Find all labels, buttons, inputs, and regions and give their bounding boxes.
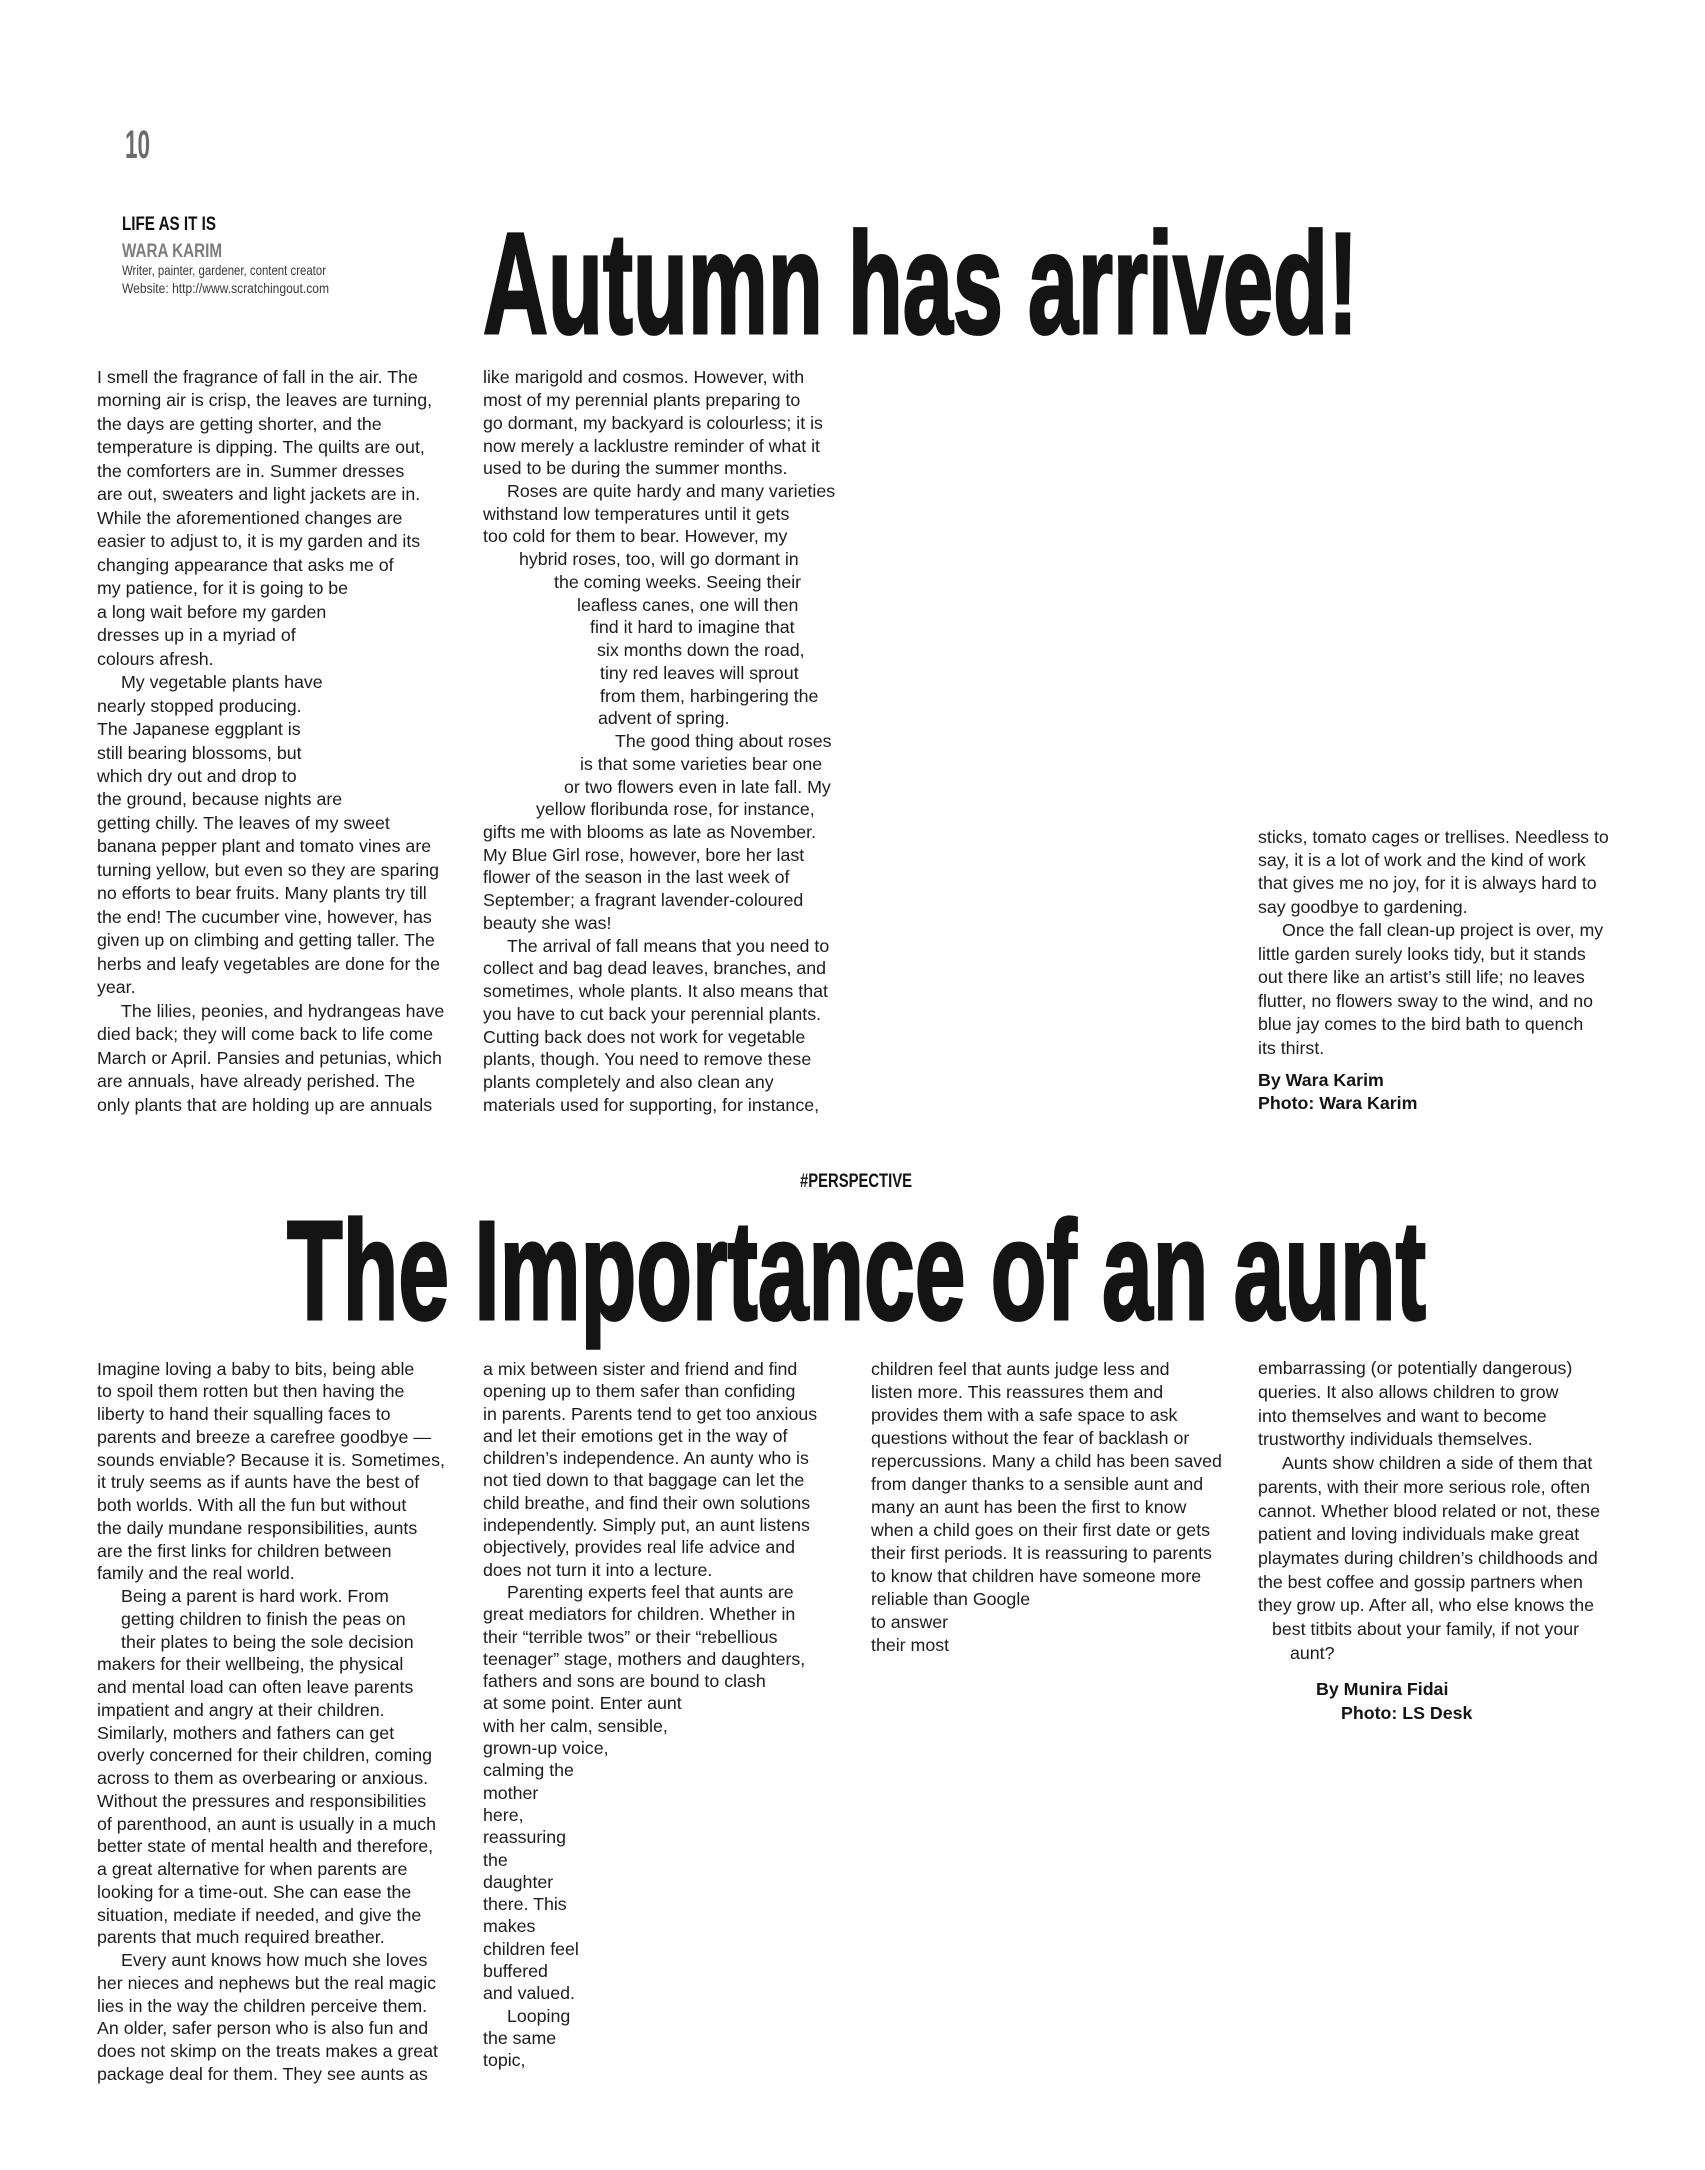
- text-line: impatient and angry at their children.: [97, 1699, 385, 1720]
- text-line: Every aunt knows how much she loves: [121, 1950, 428, 1971]
- headline-aunt: The Importance of an aunt: [287, 1191, 1426, 1349]
- text-line: turning yellow, but even so they are sparing: [97, 859, 440, 880]
- text-line: daughter: [483, 1871, 554, 1892]
- text-line: provides them with a safe space to ask: [871, 1404, 1178, 1425]
- text-line: colours afresh.: [97, 648, 214, 669]
- text-line: Aunts show children a side of them that: [1282, 1453, 1593, 1474]
- text-line: and let their emotions get in the way of: [483, 1425, 788, 1446]
- text-line: buffered: [483, 1961, 548, 1982]
- text-line: that gives me no joy, for it is always hard to: [1258, 873, 1597, 894]
- text-line: family and the real world.: [97, 1563, 295, 1584]
- text-line: An older, safer person who is also fun and: [97, 2018, 429, 2039]
- text-line: getting children to finish the peas on: [121, 1608, 406, 1629]
- text-line: flower of the season in the last week of: [483, 867, 790, 888]
- text-line: I smell the fragrance of fall in the air. The: [97, 367, 418, 387]
- text-line: dresses up in a myriad of: [97, 625, 296, 646]
- text-line: makes: [483, 1916, 536, 1937]
- column-author-website: Website: http://www.scratchingout.com: [122, 280, 329, 296]
- text-line: say goodbye to gardening.: [1258, 896, 1468, 917]
- text-line: little garden surely looks tidy, but it stands: [1258, 943, 1586, 964]
- text-line: patient and loving individuals make great: [1258, 1524, 1580, 1545]
- text-line: grown-up voice,: [483, 1738, 609, 1759]
- text-line: to answer: [871, 1611, 949, 1632]
- text-line: with her calm, sensible,: [483, 1715, 668, 1736]
- text-line: their “terrible twos” or their “rebellious: [483, 1626, 778, 1647]
- text-line: liberty to hand their squalling faces to: [97, 1404, 391, 1425]
- text-line: Similarly, mothers and fathers can get: [97, 1722, 395, 1743]
- text-line: looking for a time-out. She can ease the: [97, 1881, 412, 1902]
- text-line: parents and breeze a carefree goodbye —: [97, 1426, 432, 1447]
- text-line: both worlds. With all the fun but without: [97, 1495, 407, 1516]
- text-line: parents, with their more serious role, often: [1258, 1476, 1591, 1497]
- text-line: queries. It also allows children to grow: [1258, 1381, 1559, 1402]
- column-section-label: LIFE AS IT IS: [122, 214, 216, 235]
- text-line: are the first links for children between: [97, 1540, 392, 1561]
- text-line: My vegetable plants have: [121, 672, 323, 693]
- text-line: advent of spring.: [598, 708, 730, 729]
- section-kicker: #PERSPECTIVE: [800, 1171, 912, 1192]
- text-line: embarrassing (or potentially dangerous): [1258, 1358, 1573, 1379]
- text-line: the comforters are in. Summer dresses: [97, 460, 405, 481]
- text-line: questions without the fear of backlash or: [871, 1427, 1190, 1448]
- text-line: aunt?: [1290, 1642, 1335, 1663]
- text-line: beauty she was!: [483, 912, 612, 933]
- text-line: her nieces and nephews but the real magic: [97, 1972, 437, 1993]
- text-line: March or April. Pansies and petunias, which: [97, 1047, 442, 1068]
- column-author-name: WARA KARIM: [122, 241, 222, 262]
- text-line: to know that children have someone more: [871, 1565, 1202, 1586]
- text-line: cannot. Whether blood related or not, these: [1258, 1500, 1601, 1521]
- article2-column-1: [97, 1358, 445, 2086]
- text-line: their plates to being the sole decision: [121, 1631, 414, 1652]
- text-line: Imagine loving a baby to bits, being able: [97, 1358, 415, 1379]
- text-line: The Japanese eggplant is: [97, 719, 301, 740]
- text-line: temperature is dipping. The quilts are out,: [97, 437, 425, 458]
- article1-photo-credit: Photo: Wara Karim: [1258, 1093, 1418, 1114]
- text-line: the ground, because nights are: [97, 789, 343, 810]
- text-line: listen more. This reassures them and: [871, 1381, 1164, 1402]
- article1-column-3: [1258, 826, 1609, 1060]
- text-line: in parents. Parents tend to get too anxious: [483, 1403, 818, 1424]
- text-line: find it hard to imagine that: [590, 617, 795, 638]
- text-line: you have to cut back your perennial plants.: [483, 1003, 822, 1024]
- text-line: calming the: [483, 1760, 574, 1781]
- text-line: The lilies, peonies, and hydrangeas have: [121, 1000, 445, 1021]
- text-line: there. This: [483, 1894, 567, 1915]
- article2-byline: By Munira Fidai: [1316, 1679, 1449, 1699]
- text-line: package deal for them. They see aunts as: [97, 2063, 428, 2084]
- text-line: are out, sweaters and light jackets are in.: [97, 484, 421, 505]
- text-line: hybrid roses, too, will go dormant in: [519, 549, 799, 570]
- text-line: child breathe, and find their own solutions: [483, 1492, 811, 1513]
- text-line: September; a fragrant lavender-coloured: [483, 890, 804, 911]
- text-line: better state of mental health and therefore,: [97, 1836, 434, 1857]
- text-line: children feel: [483, 1938, 579, 1959]
- text-line: into themselves and want to become: [1258, 1405, 1547, 1426]
- text-line: a mix between sister and friend and find: [483, 1359, 798, 1379]
- text-line: Without the pressures and responsibilities: [97, 1790, 427, 1811]
- text-line: are annuals, have already perished. The: [97, 1071, 415, 1092]
- text-line: and valued.: [483, 1983, 575, 2004]
- text-line: when a child goes on their first date or gets: [871, 1519, 1211, 1540]
- text-line: best titbits about your family, if not your: [1272, 1619, 1580, 1640]
- text-line: easier to adjust to, it is my garden and its: [97, 531, 421, 552]
- text-line: Once the fall clean-up project is over, my: [1282, 920, 1604, 941]
- text-line: gifts me with blooms as late as November.: [483, 821, 817, 842]
- text-line: no efforts to bear fruits. Many plants try till: [97, 883, 427, 904]
- text-line: topic,: [483, 2050, 526, 2071]
- text-line: it truly seems as if aunts have the best of: [97, 1472, 420, 1493]
- text-line: at some point. Enter aunt: [483, 1693, 682, 1714]
- headline-autumn: Autumn has arrived!: [483, 203, 1358, 364]
- text-line: to spoil them rotten but then having the: [97, 1381, 405, 1402]
- text-line: from them, harbingering the: [600, 685, 819, 706]
- text-line: reassuring: [483, 1827, 567, 1848]
- text-line: go dormant, my backyard is colourless; it is: [483, 412, 823, 433]
- text-line: or two flowers even in late fall. My: [564, 776, 831, 797]
- text-line: most of my perennial plants preparing to: [483, 390, 801, 411]
- text-line: opening up to them safer than confiding: [483, 1381, 796, 1402]
- text-line: not tied down to that baggage can let the: [483, 1470, 805, 1491]
- text-line: the end! The cucumber vine, however, has: [97, 906, 432, 927]
- text-line: withstand low temperatures until it gets: [483, 503, 790, 524]
- text-line: overly concerned for their children, coming: [97, 1745, 433, 1766]
- text-line: Cutting back does not work for vegetable: [483, 1026, 806, 1047]
- text-line: does not turn it into a lecture.: [483, 1559, 713, 1580]
- text-line: repercussions. Many a child has been saved: [871, 1450, 1222, 1471]
- text-line: from danger thanks to a sensible aunt and: [871, 1473, 1204, 1494]
- text-line: which dry out and drop to: [97, 765, 297, 786]
- text-line: does not skimp on the treats makes a great: [97, 2041, 438, 2062]
- text-line: the same: [483, 2027, 557, 2048]
- text-line: changing appearance that asks me of: [97, 554, 394, 575]
- text-line: of parenthood, an aunt is usually in a much: [97, 1813, 437, 1834]
- text-line: their first periods. It is reassuring to parents: [871, 1542, 1212, 1563]
- text-line: and mental load can often leave parents: [97, 1677, 414, 1698]
- text-line: is that some varieties bear one: [580, 753, 823, 774]
- text-line: the best coffee and gossip partners when: [1258, 1571, 1583, 1592]
- page-number: 10: [125, 123, 150, 167]
- text-line: great mediators for children. Whether in: [483, 1604, 796, 1625]
- text-line: independently. Simply put, an aunt listens: [483, 1515, 810, 1536]
- text-line: too cold for them to bear. However, my: [483, 526, 788, 547]
- text-line: nearly stopped producing.: [97, 695, 302, 716]
- text-line: teenager” stage, mothers and daughters,: [483, 1648, 806, 1669]
- text-line: a long wait before my garden: [97, 601, 327, 622]
- text-line: only plants that are holding up are annuals: [97, 1094, 433, 1115]
- text-line: still bearing blossoms, but: [97, 742, 302, 763]
- text-line: yellow floribunda rose, for instance,: [536, 799, 815, 820]
- text-line: The good thing about roses: [615, 731, 832, 752]
- text-line: materials used for supporting, for instance,: [483, 1094, 820, 1115]
- text-line: mother: [483, 1782, 539, 1803]
- text-line: the days are getting shorter, and the: [97, 413, 382, 434]
- text-line: objectively, provides real life advice and: [483, 1537, 795, 1558]
- text-line: plants completely and also clean any: [483, 1072, 774, 1093]
- text-line: Parenting experts feel that aunts are: [507, 1581, 794, 1602]
- text-line: the daily mundane responsibilities, aunts: [97, 1517, 418, 1538]
- text-line: the: [483, 1849, 508, 1870]
- text-line: its thirst.: [1258, 1037, 1325, 1058]
- text-line: many an aunt has been the first to know: [871, 1496, 1187, 1517]
- text-line: six months down the road,: [597, 640, 805, 661]
- text-line: lies in the way the children perceive them.: [97, 1995, 428, 2016]
- text-line: banana pepper plant and tomato vines are: [97, 836, 432, 857]
- text-line: now merely a lacklustre reminder of what it: [483, 435, 820, 456]
- text-line: Roses are quite hardy and many varieties: [507, 480, 836, 501]
- text-line: given up on climbing and getting taller. The: [97, 930, 435, 951]
- text-line: herbs and leafy vegetables are done for the: [97, 953, 441, 974]
- text-line: say, it is a lot of work and the kind of work: [1258, 850, 1586, 871]
- text-line: reliable than Google: [871, 1588, 1031, 1609]
- text-line: Being a parent is hard work. From: [121, 1586, 389, 1607]
- text-line: situation, mediate if needed, and give the: [97, 1904, 422, 1925]
- text-line: like marigold and cosmos. However, with: [483, 367, 805, 388]
- text-line: used to be during the summer months.: [483, 458, 788, 479]
- article1-column-1: [97, 366, 444, 1117]
- article2-photo-credit: Photo: LS Desk: [1341, 1702, 1473, 1723]
- text-line: Looping: [507, 2005, 571, 2026]
- text-line: a great alternative for when parents are: [97, 1859, 408, 1880]
- article2-column-3: [871, 1358, 1222, 1657]
- text-line: the coming weeks. Seeing their: [554, 571, 802, 592]
- text-line: trustworthy individuals themselves.: [1258, 1429, 1533, 1450]
- article1-byline: By Wara Karim: [1258, 1069, 1384, 1090]
- column-author-bio: Writer, painter, gardener, content creator: [122, 262, 327, 278]
- text-line: they grow up. After all, who else knows the: [1258, 1595, 1595, 1616]
- text-line: flutter, no flowers sway to the wind, and no: [1258, 990, 1594, 1011]
- text-line: My Blue Girl rose, however, bore her last: [483, 844, 805, 865]
- text-line: here,: [483, 1804, 524, 1825]
- text-line: collect and bag dead leaves, branches, and: [483, 958, 827, 979]
- text-line: tiny red leaves will sprout: [600, 662, 799, 683]
- text-line: across to them as overbearing or anxious.: [97, 1768, 429, 1789]
- text-line: morning air is crisp, the leaves are turning,: [97, 390, 433, 411]
- text-line: getting chilly. The leaves of my sweet: [97, 812, 390, 833]
- article2-column-4: [1258, 1357, 1600, 1665]
- text-line: makers for their wellbeing, the physical: [97, 1654, 404, 1675]
- text-line: out there like an artist’s still life; no leaves: [1258, 967, 1585, 988]
- text-line: children feel that aunts judge less and: [871, 1358, 1170, 1379]
- text-line: year.: [97, 977, 136, 998]
- text-line: blue jay comes to the bird bath to quench: [1258, 1014, 1584, 1035]
- text-line: sometimes, whole plants. It also means that: [483, 981, 828, 1002]
- text-line: my patience, for it is going to be: [97, 578, 349, 599]
- article2-column-2: [483, 1358, 817, 2072]
- text-line: their most: [871, 1634, 950, 1655]
- text-line: sounds enviable? Because it is. Sometimes,: [97, 1449, 445, 1470]
- text-line: playmates during children’s childhoods and: [1258, 1547, 1598, 1568]
- text-line: plants, though. You need to remove these: [483, 1049, 812, 1070]
- text-line: parents that much required breather.: [97, 1927, 385, 1948]
- article1-column-2: [483, 366, 835, 1116]
- text-line: died back; they will come back to life come: [97, 1024, 434, 1045]
- text-line: children’s independence. An aunty who is: [483, 1448, 809, 1469]
- text-line: While the aforementioned changes are: [97, 507, 403, 528]
- text-line: sticks, tomato cages or trellises. Needless to: [1258, 826, 1609, 847]
- text-line: leafless canes, one will then: [577, 594, 799, 615]
- text-line: The arrival of fall means that you need to: [507, 935, 830, 956]
- text-line: fathers and sons are bound to clash: [483, 1671, 766, 1692]
